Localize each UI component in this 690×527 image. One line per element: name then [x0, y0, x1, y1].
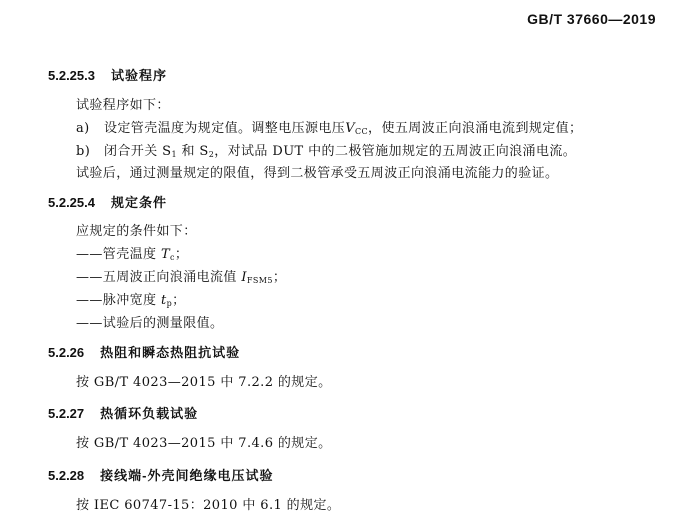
item-text: 和 S [176, 144, 209, 159]
procedure-item-a [76, 121, 582, 140]
condition-measurement-limits: ——试验后的测量限值。 [76, 316, 224, 331]
condition-end: ； [272, 270, 287, 285]
section-number: 5.2.25.4 [48, 195, 95, 210]
item-label: b) [76, 144, 91, 159]
section-text-5-2-28: 按 IEC 60747-15：2010 中 6.1 的规定。 [76, 498, 341, 513]
item-label: a) [76, 121, 90, 136]
var-v: V [345, 121, 355, 136]
subscript-p: p [166, 299, 173, 308]
section-number: 5.2.25.3 [48, 68, 95, 83]
section-heading-5-2-25-3 [48, 68, 167, 84]
section-title: 热阻和瞬态热阻抗试验 [100, 345, 241, 360]
subscript-fsm5: FSM5 [246, 276, 273, 285]
subscript-c: c [170, 253, 175, 262]
var-i: I [241, 270, 247, 285]
conditions-intro: 应规定的条件如下： [76, 224, 197, 239]
section-text-5-2-27: 按 GB/T 4023—2015 中 7.4.6 的规定。 [76, 436, 332, 451]
section-heading-5-2-27 [48, 406, 198, 422]
condition-surge-current [76, 270, 286, 289]
procedure-conclusion: 试验后，通过测量规定的限值，得到二极管承受五周波正向浪涌电流能力的验证。 [76, 166, 559, 181]
procedure-intro: 试验程序如下： [76, 98, 170, 113]
section-heading-5-2-26 [48, 345, 240, 361]
condition-text: ——管壳温度 [76, 247, 161, 262]
subscript-1: 1 [171, 150, 177, 159]
section-number: 5.2.26 [48, 345, 85, 360]
section-heading-5-2-28 [48, 468, 274, 484]
item-text: ，对试品 DUT 中的二极管施加规定的五周波正向浪涌电流。 [214, 144, 577, 159]
section-number: 5.2.28 [48, 468, 85, 483]
condition-text: ——脉冲宽度 [76, 293, 161, 308]
procedure-item-b [76, 144, 576, 163]
subscript-cc: CC [355, 127, 369, 136]
item-text: 设定管壳温度为规定值。调整电压源电压 [104, 121, 346, 136]
item-text: ，使五周波正向浪涌电流到规定值； [368, 121, 583, 136]
section-heading-5-2-25-4 [48, 195, 167, 211]
condition-pulse-width [76, 293, 186, 312]
section-title: 规定条件 [111, 195, 168, 210]
condition-end: ； [174, 247, 189, 262]
subscript-2: 2 [208, 150, 215, 159]
section-text-5-2-26: 按 GB/T 4023—2015 中 7.2.2 的规定。 [76, 375, 332, 390]
condition-end: ； [172, 293, 186, 308]
standard-code-header: GB/T 37660—2019 [527, 11, 656, 27]
item-text: 闭合开关 S [104, 144, 172, 159]
var-t-case: T [160, 247, 171, 262]
section-title: 热循环负载试验 [100, 406, 199, 421]
condition-text: ——五周波正向浪涌电流值 [76, 270, 242, 285]
section-title: 试验程序 [111, 68, 168, 83]
section-title: 接线端-外壳间绝缘电压试验 [100, 468, 274, 483]
var-t-pulse: t [160, 293, 167, 308]
section-number: 5.2.27 [48, 406, 85, 421]
condition-case-temperature [76, 247, 188, 266]
